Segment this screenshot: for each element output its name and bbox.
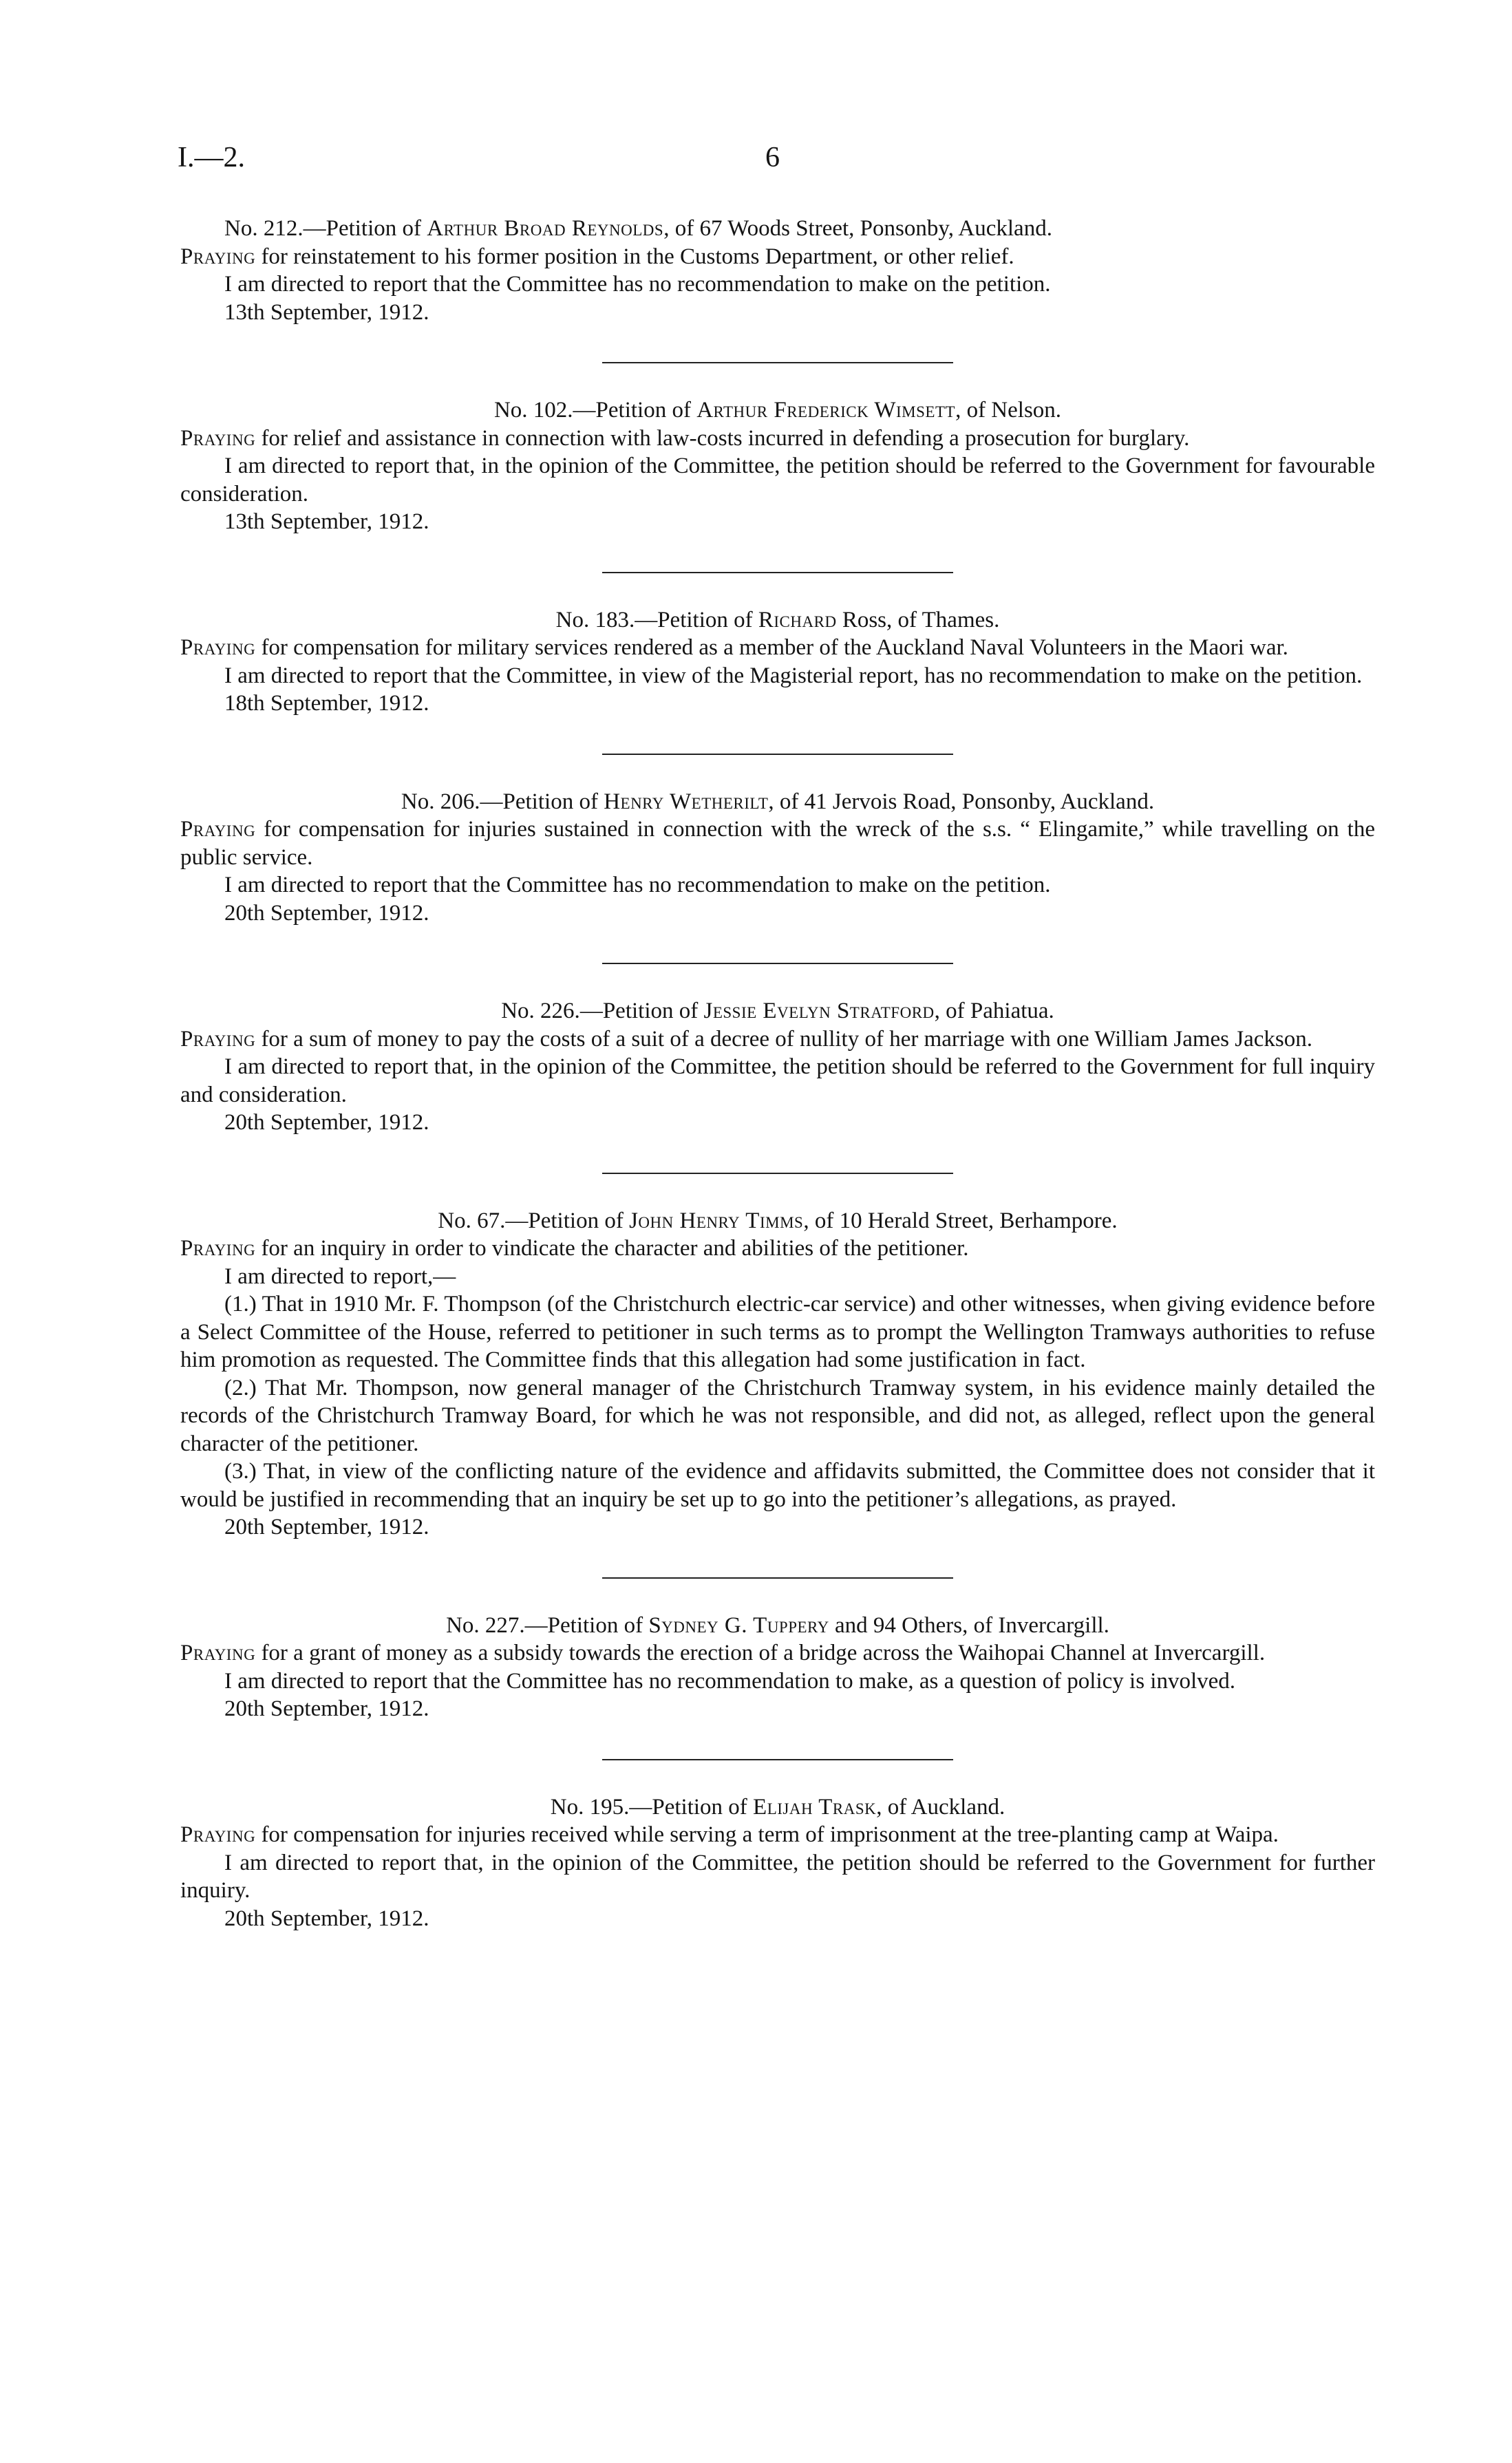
committee-report: I am directed to report that, in the opinion of the Committee, the petition should be referred to the Government for further inquiry. xyxy=(180,1850,1375,1903)
praying-word: Praying xyxy=(180,1236,256,1261)
petitioner-name: Elijah Trask xyxy=(753,1794,877,1820)
paper-reference: I.—2. xyxy=(178,142,245,173)
petitioner-name: Henry Wetherilt xyxy=(604,789,769,814)
committee-report: I am directed to report that, in the opinion of the Committee, the petition should be referred to the Government for full inquiry and consideration. xyxy=(180,1054,1375,1107)
petition-195 xyxy=(180,1793,1375,1933)
praying-clause xyxy=(180,1821,1375,1849)
petition-number: No. 226. xyxy=(501,999,580,1023)
praying-text: for compensation for injuries received while serving a term of imprisonment at the tree-planting camp at Waipa. xyxy=(255,1822,1279,1847)
committee-report: I am directed to report that the Committee, in view of the Magisterial report, has no recommendation to make on the petition. xyxy=(224,663,1363,688)
petition-title xyxy=(180,396,1375,425)
praying-word: Praying xyxy=(180,1026,256,1052)
petition-title xyxy=(180,1612,1375,1640)
petition-of-label: —Petition of xyxy=(480,789,598,814)
petition-title xyxy=(180,997,1375,1025)
petitioner-place: , of Auckland. xyxy=(876,1794,1005,1820)
petition-67 xyxy=(180,1207,1375,1542)
petition-212 xyxy=(180,215,1375,326)
praying-clause xyxy=(180,1025,1375,1054)
petitioner-name: Arthur Frederick Wimsett xyxy=(696,398,956,423)
petition-number: No. 67. xyxy=(438,1208,506,1233)
petition-title xyxy=(180,1793,1375,1822)
praying-clause xyxy=(180,634,1375,662)
petition-226 xyxy=(180,997,1375,1137)
petitioner-name: Richard xyxy=(758,607,837,632)
petition-206 xyxy=(180,788,1375,928)
report-date: 20th September, 1912. xyxy=(224,1906,429,1931)
petitioner-place: , of Nelson. xyxy=(955,398,1062,423)
report-date: 20th September, 1912. xyxy=(224,1696,429,1721)
praying-text: for an inquiry in order to vindicate the character and abilities of the petitioner. xyxy=(255,1236,969,1261)
petition-of-label: —Petition of xyxy=(573,398,691,423)
praying-word: Praying xyxy=(180,244,256,269)
report-date: 20th September, 1912. xyxy=(224,1110,429,1135)
petition-number: No. 102. xyxy=(493,398,573,423)
petition-of-label: —Petition of xyxy=(303,216,422,241)
report-date: 18th September, 1912. xyxy=(224,691,429,716)
report-date: 20th September, 1912. xyxy=(224,900,429,926)
petition-183 xyxy=(180,606,1375,718)
petition-of-label: —Petition of xyxy=(524,1612,643,1638)
petition-number: No. 206. xyxy=(401,789,480,814)
praying-text: for reinstatement to his former position in the Customs Department, or other relief. xyxy=(255,244,1014,269)
petition-title xyxy=(180,215,1375,243)
petition-227 xyxy=(180,1612,1375,1723)
petition-number: No. 183. xyxy=(555,607,635,632)
petition-of-label: —Petition of xyxy=(579,999,699,1023)
praying-clause xyxy=(180,1639,1375,1667)
petition-of-label: —Petition of xyxy=(505,1208,624,1233)
report-date: 13th September, 1912. xyxy=(224,299,429,325)
petition-number: No. 212. xyxy=(224,216,304,241)
petitioner-name: Arthur Broad Reynolds xyxy=(427,216,664,241)
petitioner-place: , of 67 Woods Street, Ponsonby, Auckland. xyxy=(663,216,1052,241)
petitioner-name: Sydney G. Tuppery xyxy=(648,1612,829,1638)
praying-clause xyxy=(180,1235,1375,1263)
praying-word: Praying xyxy=(180,1641,256,1665)
petition-of-label: —Petition of xyxy=(635,607,753,632)
praying-text: for a sum of money to pay the costs of a suit of a decree of nullity of her marriage with one William James Jackson. xyxy=(255,1026,1312,1052)
committee-report: I am directed to report that the Committee has no recommendation to make on the petition. xyxy=(224,272,1051,297)
petitioner-place: , of Pahiatua. xyxy=(934,999,1054,1023)
report-item-2: (2.) That Mr. Thompson, now general manager of the Christchurch Tramway system, in his evidence mainly detailed the records of the Christchurch Tramway Board, for which he was not responsible, and did not, as alleged, reflect upon the general character of the petitioner. xyxy=(180,1375,1375,1456)
report-item-3: (3.) That, in view of the conflicting nature of the evidence and affidavits submitted, the Committee does not consider that it would be justified in recommending that an inquiry be set up to go into the petitioner’s allegations, as prayed. xyxy=(180,1459,1375,1512)
petitioner-place: and 94 Others, of Invercargill. xyxy=(829,1612,1109,1638)
report-item-1: (1.) That in 1910 Mr. F. Thompson (of the Christchurch electric-car service) and other witnesses, when giving evidence before a Select Committee of the House, referred to petitioner in such terms as to prompt the Wellington Tramways authorities to refuse him promotion as requested. The Committee finds that this allegation had some justification in fact. xyxy=(180,1292,1375,1372)
petitioner-place: , of 10 Herald Street, Berhampore. xyxy=(803,1208,1118,1233)
petition-title xyxy=(180,606,1375,635)
report-date: 20th September, 1912. xyxy=(224,1515,429,1539)
committee-report: I am directed to report that the Committee has no recommendation to make, as a question of policy is involved. xyxy=(224,1668,1236,1694)
page-number: 6 xyxy=(765,142,780,173)
petitioner-place: , of 41 Jervois Road, Ponsonby, Auckland. xyxy=(768,789,1155,814)
petition-title xyxy=(180,1207,1375,1235)
petition-title xyxy=(180,788,1375,816)
committee-report: I am directed to report that, in the opinion of the Committee, the petition should be referred to the Government for favourable consideration. xyxy=(180,454,1375,507)
petition-number: No. 195. xyxy=(550,1794,630,1820)
committee-report: I am directed to report,— xyxy=(224,1264,456,1289)
report-date: 13th September, 1912. xyxy=(224,509,429,534)
praying-word: Praying xyxy=(180,635,256,660)
committee-report: I am directed to report that the Committee has no recommendation to make on the petition. xyxy=(224,873,1051,897)
petition-102 xyxy=(180,396,1375,536)
praying-text: for compensation for military services rendered as a member of the Auckland Naval Volunteers in the Maori war. xyxy=(255,635,1288,660)
petitioner-place: Ross, of Thames. xyxy=(836,607,1000,632)
praying-clause xyxy=(180,815,1375,871)
petition-number: No. 227. xyxy=(446,1612,525,1638)
praying-text: for relief and assistance in connection with law-costs incurred in defending a prosecution for burglary. xyxy=(255,425,1190,451)
praying-word: Praying xyxy=(180,425,256,451)
praying-word: Praying xyxy=(180,817,256,842)
petitions-list xyxy=(180,215,1375,1932)
praying-clause xyxy=(180,425,1375,453)
petition-of-label: —Petition of xyxy=(629,1794,747,1820)
praying-clause xyxy=(180,243,1375,271)
praying-text: for compensation for injuries sustained in connection with the wreck of the s.s. “ Elingamite,” while travelling on the public service. xyxy=(180,817,1375,870)
praying-text: for a grant of money as a subsidy towards the erection of a bridge across the Waihopai Channel at Invercargill. xyxy=(255,1641,1266,1665)
petitioner-name: John Henry Timms xyxy=(629,1208,804,1233)
praying-word: Praying xyxy=(180,1822,256,1847)
petitioner-name: Jessie Evelyn Stratford xyxy=(703,999,935,1023)
